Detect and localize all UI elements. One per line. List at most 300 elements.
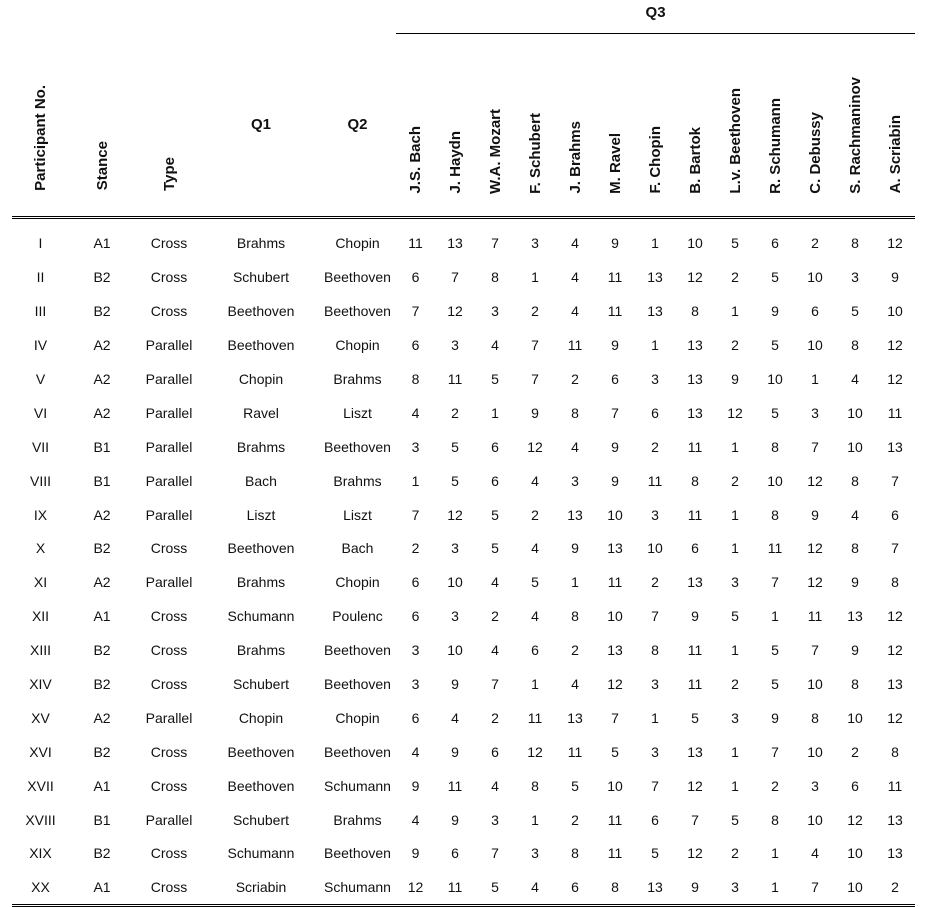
rank-cell: 3 — [531, 845, 539, 862]
rank-cell: 10 — [607, 506, 623, 523]
rank-cell: 10 — [607, 608, 623, 625]
participant-cell: XVII — [27, 777, 54, 794]
rank-cell: 4 — [411, 404, 420, 421]
rank-cell: 3 — [651, 371, 659, 387]
participant-cell: II — [36, 269, 45, 286]
participant-cell: VII — [31, 438, 50, 455]
q1-cell: Schubert — [232, 269, 290, 286]
rank-cell: 7 — [771, 743, 779, 760]
rank-cell: 6 — [491, 438, 499, 455]
rank-cell: 8 — [851, 676, 859, 693]
rank-cell: 1 — [731, 642, 739, 659]
rank-cell: 5 — [491, 506, 499, 523]
q1-cell: Beethoven — [227, 777, 295, 794]
type-cell: Cross — [150, 608, 188, 625]
rank-cell: 10 — [767, 371, 783, 387]
participant-cell: XII — [31, 608, 50, 625]
rank-cell: 13 — [635, 870, 675, 905]
rank-cell: 12 — [687, 845, 703, 862]
rank-cell: 6 — [771, 235, 779, 252]
rank-cell: 13 — [887, 438, 903, 455]
rank-cell: 1 — [731, 303, 739, 320]
type-cell: Parallel — [145, 574, 193, 591]
rank-cell: 8 — [411, 371, 420, 387]
stance-cell: A2 — [93, 337, 111, 354]
rank-cell: 8 — [691, 472, 699, 489]
stance-cell: A2 — [93, 371, 111, 387]
rank-cell: 10 — [847, 438, 863, 455]
rank-cell: 6 — [891, 506, 899, 523]
table-body — [12, 217, 915, 906]
rank-cell: 13 — [687, 371, 703, 387]
rank-cell: 5 — [731, 811, 739, 828]
rank-cell: 10 — [767, 472, 783, 489]
rank-cell: 7 — [411, 506, 420, 523]
rank-cell: 3 — [411, 438, 420, 455]
rank-cell: 12 — [887, 608, 903, 625]
rank-cell: 5 — [491, 540, 499, 557]
q1-cell: Beethoven — [227, 743, 295, 760]
composer-header: F. Chopin — [635, 34, 675, 218]
type-cell: Cross — [135, 870, 203, 905]
rank-cell: 9 — [891, 269, 899, 286]
rank-cell: 2 — [491, 608, 499, 625]
stance-cell: A1 — [93, 235, 111, 252]
type-cell: Cross — [150, 777, 188, 794]
q2-cell: Schumann — [324, 777, 391, 794]
rank-cell: 9 — [691, 608, 699, 625]
participant-cell: XVI — [29, 743, 52, 760]
rank-cell: 9 — [571, 540, 579, 557]
rank-cell: 2 — [651, 438, 659, 455]
rank-cell: 9 — [531, 404, 539, 421]
rank-cell: 10 — [807, 269, 823, 286]
rank-cell: 5 — [851, 303, 859, 320]
rank-cell: 13 — [607, 642, 623, 659]
rank-cell: 6 — [651, 404, 659, 421]
rank-cell: 6 — [451, 845, 459, 862]
participant-cell: XIII — [29, 642, 51, 659]
rank-cell: 12 — [396, 870, 435, 905]
rank-cell: 3 — [491, 303, 499, 320]
rank-cell: 11 — [647, 472, 663, 489]
rank-cell: 12 — [687, 269, 703, 286]
table-row — [12, 735, 915, 769]
q2-cell: Schumann — [319, 870, 396, 905]
composer-header: S. Rachmaninov — [835, 34, 875, 218]
q2-cell: Chopin — [335, 337, 380, 354]
rank-cell: 9 — [811, 506, 819, 523]
rank-cell: 11 — [527, 709, 543, 726]
rank-cell: 12 — [807, 472, 823, 489]
rank-cell: 3 — [411, 642, 420, 659]
rank-cell: 3 — [811, 404, 819, 421]
q1-cell: Brahms — [236, 438, 286, 455]
stance-cell: A1 — [69, 870, 135, 905]
q1-cell: Schumann — [227, 845, 295, 862]
rank-cell: 7 — [651, 608, 659, 625]
table-row — [12, 769, 915, 803]
rank-cell: 5 — [531, 574, 539, 591]
rank-cell: 9 — [611, 235, 619, 252]
q2-cell: Beethoven — [324, 743, 391, 760]
rank-cell: 8 — [531, 777, 539, 794]
rank-cell: 4 — [531, 472, 539, 489]
q1-cell: Ravel — [243, 404, 279, 421]
composer-header: F. Schubert — [515, 34, 555, 218]
rank-cell: 10 — [887, 303, 903, 320]
type-cell: Cross — [150, 845, 188, 862]
rank-cell: 11 — [447, 371, 463, 387]
table-container — [12, 0, 914, 907]
participant-cell: VI — [33, 404, 48, 421]
rank-cell: 8 — [811, 709, 819, 726]
rank-cell: 2 — [731, 472, 739, 489]
rank-cell: 4 — [811, 845, 819, 862]
rank-cell: 12 — [887, 371, 903, 387]
rank-cell: 3 — [731, 574, 739, 591]
rank-cell: 4 — [571, 438, 579, 455]
rank-cell: 8 — [771, 438, 779, 455]
table-row — [12, 565, 915, 599]
type-cell: Parallel — [145, 404, 193, 421]
stance-cell: B1 — [93, 438, 111, 455]
composer-header: J.S. Bach — [396, 34, 435, 218]
rank-cell: 9 — [731, 371, 739, 387]
participant-cell: XV — [31, 709, 50, 726]
rank-cell: 3 — [651, 676, 659, 693]
q2-cell: Brahms — [333, 472, 382, 489]
q1-cell: Liszt — [246, 506, 276, 523]
stance-cell: B2 — [93, 269, 111, 286]
rank-cell: 4 — [491, 642, 499, 659]
rank-cell: 3 — [651, 506, 659, 523]
group-header-spacer — [12, 0, 396, 34]
rank-cell: 4 — [491, 574, 499, 591]
rank-cell: 1 — [731, 777, 739, 794]
rank-cell: 8 — [851, 235, 859, 252]
rank-cell: 12 — [607, 676, 623, 693]
rank-cell: 3 — [491, 811, 499, 828]
q1-cell: Chopin — [238, 371, 284, 387]
rank-cell: 4 — [531, 540, 539, 557]
rank-cell: 4 — [851, 506, 859, 523]
rank-cell: 12 — [887, 709, 903, 726]
table-row — [12, 328, 915, 362]
rank-cell: 11 — [447, 777, 463, 794]
rank-cell: 8 — [651, 642, 659, 659]
rank-cell: 8 — [691, 303, 699, 320]
stance-cell: A1 — [93, 608, 111, 625]
rank-cell: 6 — [411, 574, 420, 591]
q1-cell: Bach — [245, 472, 277, 489]
rank-cell: 1 — [411, 472, 420, 489]
rank-cell: 4 — [531, 608, 539, 625]
q2-cell: Chopin — [335, 574, 380, 591]
type-cell: Parallel — [145, 337, 193, 354]
rank-cell: 1 — [571, 574, 579, 591]
rank-cell: 3 — [531, 235, 539, 252]
rank-cell: 7 — [811, 642, 819, 659]
rank-cell: 5 — [691, 709, 699, 726]
type-cell: Cross — [150, 235, 188, 252]
rank-cell: 1 — [811, 371, 819, 387]
rank-cell: 3 — [571, 472, 579, 489]
rank-cell: 11 — [887, 404, 903, 421]
rank-cell: 3 — [731, 709, 739, 726]
rank-cell: 10 — [847, 709, 863, 726]
rank-cell: 5 — [771, 642, 779, 659]
rank-cell: 13 — [447, 235, 463, 252]
rank-cell: 12 — [807, 540, 823, 557]
rank-cell: 8 — [595, 870, 635, 905]
rank-cell: 8 — [771, 811, 779, 828]
rank-cell: 8 — [571, 845, 579, 862]
stance-cell: A2 — [93, 506, 111, 523]
table-row — [12, 532, 915, 566]
rank-cell: 5 — [771, 676, 779, 693]
rank-cell: 2 — [651, 574, 659, 591]
participant-cell: I — [38, 235, 43, 252]
participant-cell: IV — [33, 337, 48, 354]
type-cell: Parallel — [145, 472, 193, 489]
q1-header: Q1 — [203, 34, 319, 218]
type-cell: Parallel — [145, 506, 193, 523]
rank-cell: 2 — [571, 371, 579, 387]
rank-cell: 6 — [555, 870, 595, 905]
q3-group-header: Q3 — [396, 0, 915, 34]
ranking-table — [12, 0, 915, 907]
rank-cell: 10 — [687, 235, 703, 252]
table-row — [12, 294, 915, 328]
rank-cell: 7 — [451, 269, 459, 286]
rank-cell: 1 — [771, 845, 779, 862]
rank-cell: 6 — [411, 269, 420, 286]
rank-cell: 2 — [571, 642, 579, 659]
rank-cell: 1 — [651, 235, 659, 252]
rank-cell: 8 — [571, 404, 579, 421]
composer-header: L.v. Beethoven — [715, 34, 755, 218]
rank-cell: 4 — [571, 269, 579, 286]
rank-cell: 2 — [531, 303, 539, 320]
participant-cell: X — [35, 540, 46, 557]
rank-cell: 12 — [847, 811, 863, 828]
rank-cell: 7 — [491, 845, 499, 862]
rank-cell: 8 — [851, 540, 859, 557]
rank-cell: 1 — [651, 709, 659, 726]
rank-cell: 3 — [451, 337, 459, 354]
stance-cell: A1 — [93, 777, 111, 794]
rank-cell: 6 — [491, 472, 499, 489]
rank-cell: 5 — [731, 235, 739, 252]
rank-cell: 10 — [847, 845, 863, 862]
rank-cell: 1 — [731, 743, 739, 760]
type-cell: Parallel — [145, 438, 193, 455]
rank-cell: 1 — [771, 608, 779, 625]
rank-cell: 7 — [411, 303, 420, 320]
group-header-row — [12, 0, 915, 34]
rank-cell: 2 — [851, 743, 859, 760]
rank-cell: 7 — [491, 676, 499, 693]
rank-cell: 12 — [527, 438, 543, 455]
rank-cell: 5 — [771, 404, 779, 421]
rank-cell: 2 — [451, 404, 459, 421]
rank-cell: 12 — [807, 574, 823, 591]
participant-header: Participant No. — [12, 34, 69, 218]
rank-cell: 10 — [647, 540, 663, 557]
rank-cell: 12 — [527, 743, 543, 760]
q2-cell: Chopin — [335, 235, 380, 252]
rank-cell: 2 — [731, 269, 739, 286]
rank-cell: 11 — [887, 777, 903, 794]
rank-cell: 1 — [651, 337, 659, 354]
rank-cell: 7 — [531, 371, 539, 387]
type-header: Type — [135, 34, 203, 218]
rank-cell: 3 — [851, 269, 859, 286]
q2-header: Q2 — [319, 34, 396, 218]
rank-cell: 4 — [515, 870, 555, 905]
stance-cell: B2 — [93, 642, 111, 659]
participant-cell: VIII — [29, 472, 51, 489]
rank-cell: 2 — [491, 709, 499, 726]
stance-cell: B2 — [93, 676, 111, 693]
stance-cell: B2 — [93, 303, 111, 320]
rank-cell: 11 — [567, 337, 583, 354]
q1-cell: Schubert — [232, 676, 290, 693]
rank-cell: 9 — [675, 870, 715, 905]
column-header-row — [12, 34, 915, 218]
q2-cell: Bach — [341, 540, 374, 557]
rank-cell: 8 — [891, 574, 899, 591]
rank-cell: 1 — [531, 269, 539, 286]
rank-cell: 11 — [607, 845, 623, 862]
rank-cell: 9 — [771, 303, 779, 320]
composer-header: W.A. Mozart — [475, 34, 515, 218]
rank-cell: 10 — [807, 811, 823, 828]
participant-cell: V — [35, 371, 46, 387]
rank-cell: 5 — [651, 845, 659, 862]
participant-cell: XI — [33, 574, 48, 591]
type-cell: Cross — [150, 303, 188, 320]
q1-cell: Brahms — [236, 235, 286, 252]
rank-cell: 5 — [451, 472, 459, 489]
stance-cell: B1 — [93, 472, 111, 489]
rank-cell: 2 — [771, 777, 779, 794]
rank-cell: 4 — [571, 676, 579, 693]
table-row — [12, 870, 915, 905]
composer-header: J. Brahms — [555, 34, 595, 218]
rank-cell: 11 — [767, 540, 783, 557]
rank-cell: 13 — [687, 743, 703, 760]
rank-cell: 7 — [891, 472, 899, 489]
type-cell: Cross — [150, 642, 188, 659]
rank-cell: 12 — [447, 506, 463, 523]
composer-header: J. Haydn — [435, 34, 475, 218]
table-row — [12, 667, 915, 701]
q2-cell: Beethoven — [324, 303, 391, 320]
rank-cell: 11 — [607, 811, 623, 828]
participant-cell: IX — [33, 506, 48, 523]
q1-cell: Scriabin — [203, 870, 319, 905]
rank-cell: 10 — [847, 404, 863, 421]
rank-cell: 13 — [567, 709, 583, 726]
rank-cell: 11 — [687, 506, 703, 523]
rank-cell: 1 — [491, 404, 499, 421]
rank-cell: 10 — [447, 642, 463, 659]
q2-cell: Beethoven — [324, 676, 391, 693]
rank-cell: 13 — [687, 337, 703, 354]
rank-cell: 6 — [691, 540, 699, 557]
rank-cell: 13 — [647, 303, 663, 320]
composer-header: R. Schumann — [755, 34, 795, 218]
rank-cell: 9 — [411, 777, 420, 794]
q2-cell: Brahms — [333, 811, 382, 828]
rank-cell: 6 — [611, 371, 619, 387]
rank-cell: 9 — [851, 642, 859, 659]
rank-cell: 11 — [408, 235, 423, 252]
composer-header: C. Debussy — [795, 34, 835, 218]
rank-cell: 1 — [755, 870, 795, 905]
rank-cell: 10 — [607, 777, 623, 794]
rank-cell: 2 — [731, 845, 739, 862]
rank-cell: 5 — [451, 438, 459, 455]
q1-cell: Brahms — [236, 642, 286, 659]
rank-cell: 2 — [875, 870, 915, 905]
participant-cell: III — [34, 303, 47, 320]
type-cell: Cross — [150, 269, 188, 286]
rank-cell: 9 — [411, 845, 420, 862]
type-cell: Cross — [150, 743, 188, 760]
rank-cell: 9 — [611, 438, 619, 455]
q2-cell: Poulenc — [332, 608, 383, 625]
q2-cell: Brahms — [333, 371, 382, 387]
type-cell: Parallel — [145, 709, 193, 726]
rank-cell: 11 — [807, 608, 823, 625]
rank-cell: 13 — [607, 540, 623, 557]
rank-cell: 11 — [607, 574, 623, 591]
rank-cell: 9 — [771, 709, 779, 726]
rank-cell: 8 — [491, 269, 499, 286]
rank-cell: 13 — [647, 269, 663, 286]
rank-cell: 12 — [687, 777, 703, 794]
rank-cell: 11 — [607, 303, 623, 320]
q1-cell: Schumann — [227, 608, 295, 625]
rank-cell: 5 — [571, 777, 579, 794]
rank-cell: 7 — [891, 540, 899, 557]
rank-cell: 6 — [411, 608, 420, 625]
rank-cell: 1 — [531, 811, 539, 828]
table-row — [12, 260, 915, 294]
q1-cell: Beethoven — [227, 540, 295, 557]
rank-cell: 4 — [571, 303, 579, 320]
composer-header: A. Scriabin — [875, 34, 915, 218]
rank-cell: 2 — [731, 337, 739, 354]
rank-cell: 7 — [691, 811, 699, 828]
stance-cell: A2 — [93, 404, 111, 421]
rank-cell: 5 — [731, 608, 739, 625]
rank-cell: 9 — [451, 676, 459, 693]
q2-cell: Beethoven — [324, 269, 391, 286]
rank-cell: 2 — [411, 540, 420, 557]
table-row — [12, 217, 915, 260]
rank-cell: 3 — [451, 540, 459, 557]
rank-cell: 3 — [811, 777, 819, 794]
rank-cell: 7 — [491, 235, 499, 252]
rank-cell: 8 — [851, 337, 859, 354]
table-row — [12, 803, 915, 837]
rank-cell: 9 — [611, 337, 619, 354]
table-row — [12, 430, 915, 464]
